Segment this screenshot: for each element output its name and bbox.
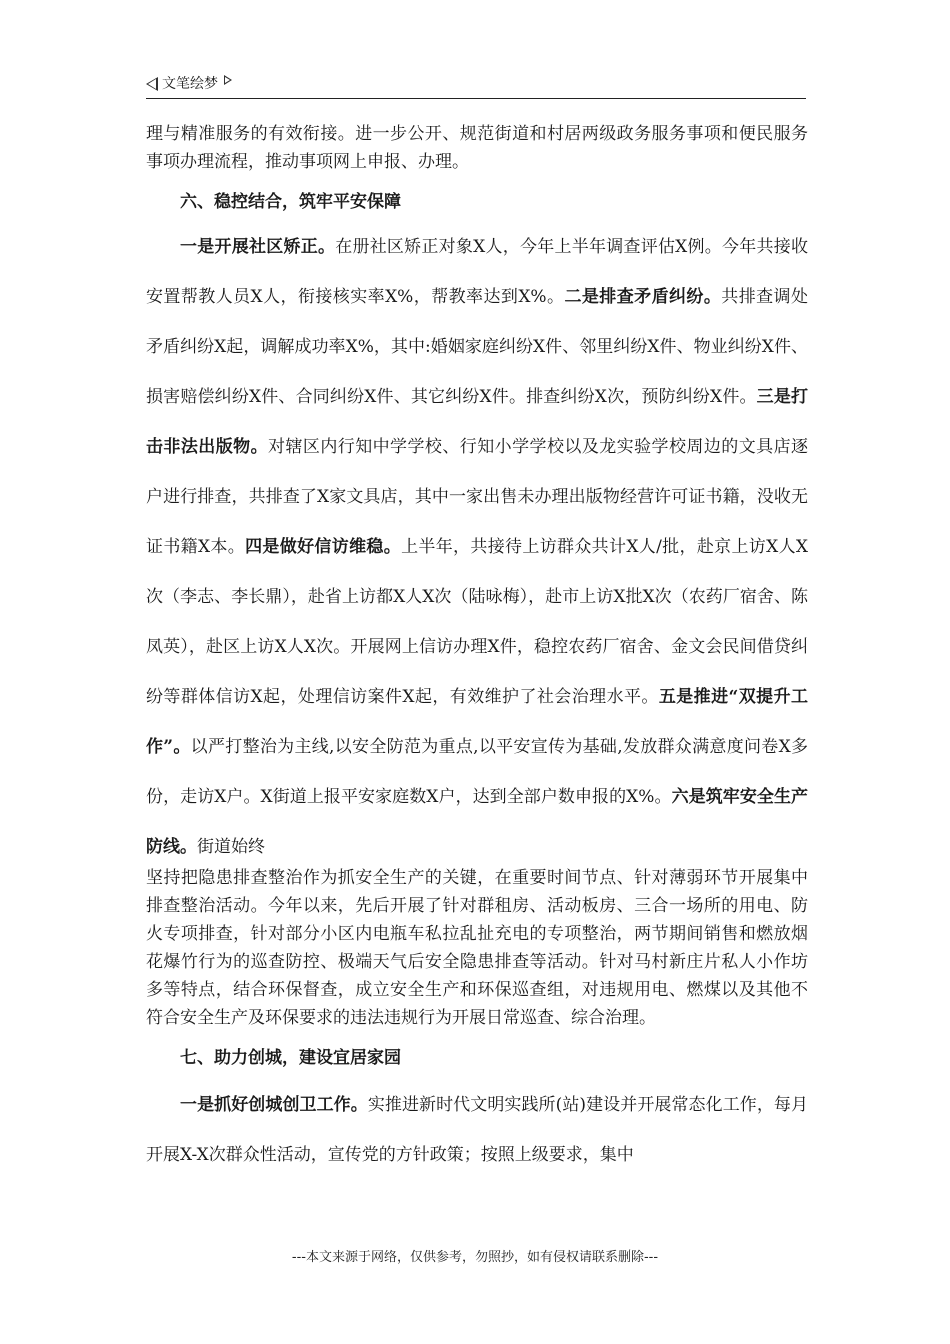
- paragraph-civilization: [146, 1080, 808, 1180]
- section-heading-7: 七、助力创城，建设宜居家园: [180, 1048, 401, 1068]
- section-heading-6: 六、稳控结合，筑牢平安保障: [180, 192, 401, 212]
- item-1-title: 一是开展社区矫正。: [180, 237, 336, 257]
- item-4-title: 四是做好信访维稳。: [245, 537, 402, 557]
- paragraph-intro: 理与精准服务的有效衔接。进一步公开、规范街道和村居两级政务服务事项和便民服务事项办理流程，推动事项网上申报、办理。: [146, 124, 808, 172]
- triangle-right-icon: [224, 75, 232, 85]
- item-5-title: 五是推进“双提升工作”。: [146, 687, 808, 757]
- item-1-text: 在册社区矫正对象X人，今年上半年调查评估X例。今年共接收安置帮教人员X人，衔接核实率X%，帮教率达到X%。: [146, 237, 808, 307]
- brand-text: 文笔绘梦: [162, 76, 218, 92]
- footer-notice: ---本文来源于网络，仅供参考，勿照抄，如有侵权请联系删除---: [291, 1250, 659, 1265]
- item-3-text: 对辖区内行知中学学校、行知小学学校以及龙实验学校周边的文具店逐户进行排查，共排查了X家文具店，其中一家出售未办理出版物经营许可证书籍，没收无证书籍X本。: [146, 437, 809, 557]
- header-brand: [146, 74, 232, 94]
- triangle-left-icon: [146, 77, 158, 91]
- item-5-text: 以严打整治为主线,以安全防范为重点,以平安宣传为基础,发放群众满意度问卷X多份，走访X户。X街道上报平安家庭数X户，达到全部户数申报的X%。: [146, 737, 808, 807]
- item-3-title: 三是打击非法出版物。: [146, 387, 809, 457]
- item-6-title: 六是筑牢安全生产防线。: [146, 787, 809, 857]
- page-header: [146, 74, 806, 99]
- item-2-title: 二是排查矛盾纠纷。: [564, 287, 722, 307]
- paragraph-safety: 坚持把隐患排查整治作为抓安全生产的关键，在重要时间节点、针对薄弱环节开展集中排查整治活动。今年以来，先后开展了针对群租房、活动板房、三合一场所的用电、防火专项排查，针对部分小区内电瓶车私拉乱扯充电的专项整治，两节期间销售和燃放烟花爆竹行为的巡查防控、极端天气后安全隐患排查等活动。针对马村新庄片私人小作坊多等特点，结合环保督查，成立安全生产和环保巡查组，对违规用电、燃煤以及其他不符合安全生产及环保要求的违法违规行为开展日常巡查、综合治理。: [146, 868, 808, 1028]
- item-7-title: 一是抓好创城创卫工作。: [180, 1095, 368, 1115]
- item-2-text: 共排查调处矛盾纠纷X起，调解成功率X%，其中:婚姻家庭纠纷X件、邻里纠纷X件、物业纠纷X件、损害赔偿纠纷X件、合同纠纷X件、其它纠纷X件。排查纠纷X次，预防纠纷X件。: [146, 287, 808, 407]
- item-7-text: 实推进新时代文明实践所(站)建设并开展常态化工作，每月开展X-X次群众性活动，宣传党的方针政策；按照上级要求，集中: [146, 1095, 808, 1165]
- paragraph-security: [146, 222, 808, 872]
- item-6-text-start: 街道始终: [197, 837, 265, 857]
- item-4-text: 上半年，共接待上访群众共计X人/批，赴京上访X人X次（李志、李长鼎），赴省上访都X人X次（陆咏梅），赴市上访X批X次（农药厂宿舍、陈凤英），赴区上访X人X次。开展网上信访办理X件，稳控农药厂宿舍、金文会民间借贷纠纷等群体信访X起，处理信访案件X起，有效维护了社会治理水平。: [146, 537, 809, 707]
- document-body: [146, 120, 808, 1180]
